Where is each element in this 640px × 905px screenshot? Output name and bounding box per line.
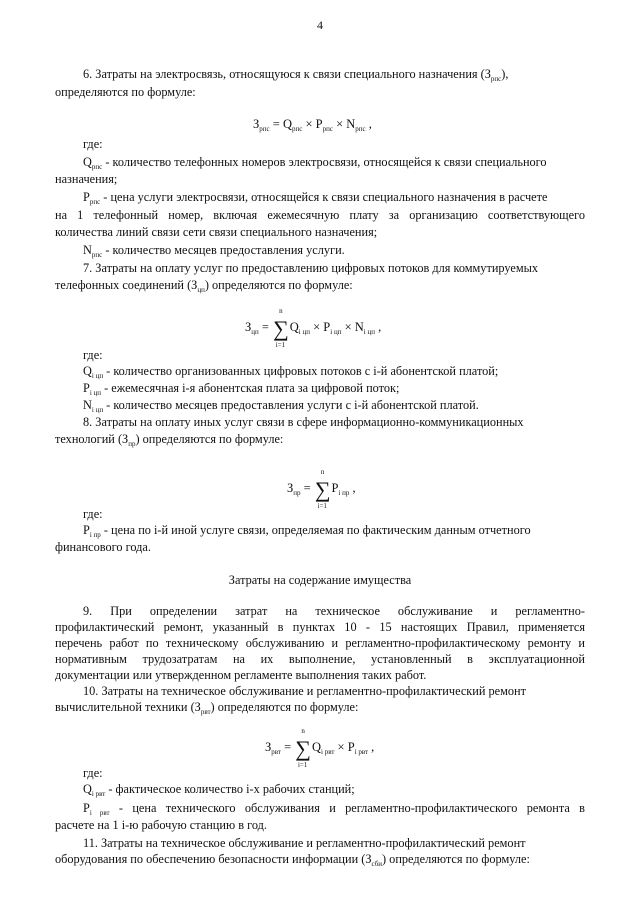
s7-n-definition: $N_{i цп}$ - количество месяцев предоставления услуги с i-й абонентской платой. <box>83 398 479 414</box>
s10-q-definition: $Q_{i рвт}$ - фактическое количество i-х рабочих станций; <box>83 782 355 798</box>
s9-line1: 9. При определении затрат на техническое обслуживание и регламентно- <box>83 604 585 618</box>
s11-line1: 11. Затраты на техническое обслуживание и регламентно-профилактический ремонт <box>83 836 526 850</box>
s8-p-definition-cont: финансового года. <box>55 540 151 554</box>
s7-line2: телефонных соединений $(З_{цп})$ определяются по формуле: <box>55 278 353 294</box>
s7-q-definition: $Q_{i цп}$ - количество организованных цифровых потоков с i-й абонентской платой; <box>83 364 499 380</box>
section-heading: Затраты на содержание имущества <box>228 573 412 587</box>
s6-p-definition: $P_{рпс}$ - цена услуги электросвязи, относящейся к связи специального назначения в расчете <box>83 190 548 206</box>
s8-line2: технологий $(З_{пр})$ определяются по формуле: <box>55 432 284 448</box>
s6-line2: определяются по формуле: <box>55 85 196 99</box>
s10-p-definition: $P_{i рвт}$ - цена технического обслуживания и регламентно-профилактического ремонта в <box>83 801 585 817</box>
s9-line2: профилактический ремонт, указанный в пунктах 10 - 15 настоящих Правил, применяется <box>55 620 585 634</box>
s7-line1: 7. Затраты на оплату услуг по предоставлению цифровых потоков для коммутируемых <box>83 261 539 275</box>
s6-n-definition: $N_{рпс}$ - количество месяцев предоставления услуги. <box>83 243 345 259</box>
formula-zrps: $З_{рпс} = Q_{рпс} \times P_{рпс} \times N_{рпс}$ , <box>253 117 372 133</box>
s6-where: где: <box>83 137 103 151</box>
formula-zcp: $З_{цп}$ = n ∑ i=1 $Q_{i цп} \times P_{i цп} \times N_{i цп}$ , <box>245 307 382 349</box>
s8-where: где: <box>83 507 103 521</box>
s9-line4: нормативным трудозатратам на их выполнение, установленный в эксплуатационной <box>55 652 585 666</box>
s10-where: где: <box>83 766 103 780</box>
s6-line1: 6. Затраты на электросвязь, относящуюся к связи специального назначения $(З_{рпс})$, <box>83 67 509 83</box>
sum-sign: n ∑ i=1 <box>295 727 311 769</box>
formula-zrvt: $З_{рвт}$ = n ∑ i=1 $Q_{i рвт} \times P_{i рвт}$ , <box>265 727 375 769</box>
s6-q-definition-cont: назначения; <box>55 172 118 186</box>
s9-line3: перечень работ по техническому обслуживанию и регламентно-профилактическому ремонту и <box>55 636 585 650</box>
s11-line2: оборудования по обеспечению безопасности информации $(З_{сби})$ определяются по формуле: <box>55 852 530 868</box>
sum-sign: n ∑ i=1 <box>314 468 331 510</box>
s10-line1: 10. Затраты на техническое обслуживание и регламентно-профилактический ремонт <box>83 684 526 698</box>
s10-p-definition-cont: расчете на 1 i-ю рабочую станцию в год. <box>55 818 267 832</box>
formula-zpr: $З_{пр}$ = n ∑ i=1 $P_{i пр}$ , <box>287 468 356 510</box>
s7-where: где: <box>83 348 103 362</box>
page-number: 4 <box>317 18 323 32</box>
s8-line1: 8. Затраты на оплату иных услуг связи в сфере информационно-коммуникационных <box>83 415 524 429</box>
s7-p-definition: $P_{i цп}$ - ежемесячная i-я абонентская плата за цифровой поток; <box>83 381 400 397</box>
s6-q-definition: $Q_{рпс}$ - количество телефонных номеров электросвязи, относящейся к связи специального <box>83 155 547 171</box>
s8-p-definition: $P_{i пр}$ - цена по i-й иной услуге связи, определяемая по фактическим данным отчетного <box>83 523 531 539</box>
s10-line2: вычислительной техники $(З_{рвт})$ определяются по формуле: <box>55 700 359 716</box>
sum-sign: n ∑ i=1 <box>273 307 289 349</box>
s6-p-definition-cont2: количества линий связи сети связи специального назначения; <box>55 225 378 239</box>
s9-line5: документации или утвержденном регламенте выполнения таких работ. <box>55 668 427 682</box>
s6-p-definition-cont1: на 1 телефонный номер, включая ежемесячную плату за организацию соответствующего <box>55 208 585 222</box>
